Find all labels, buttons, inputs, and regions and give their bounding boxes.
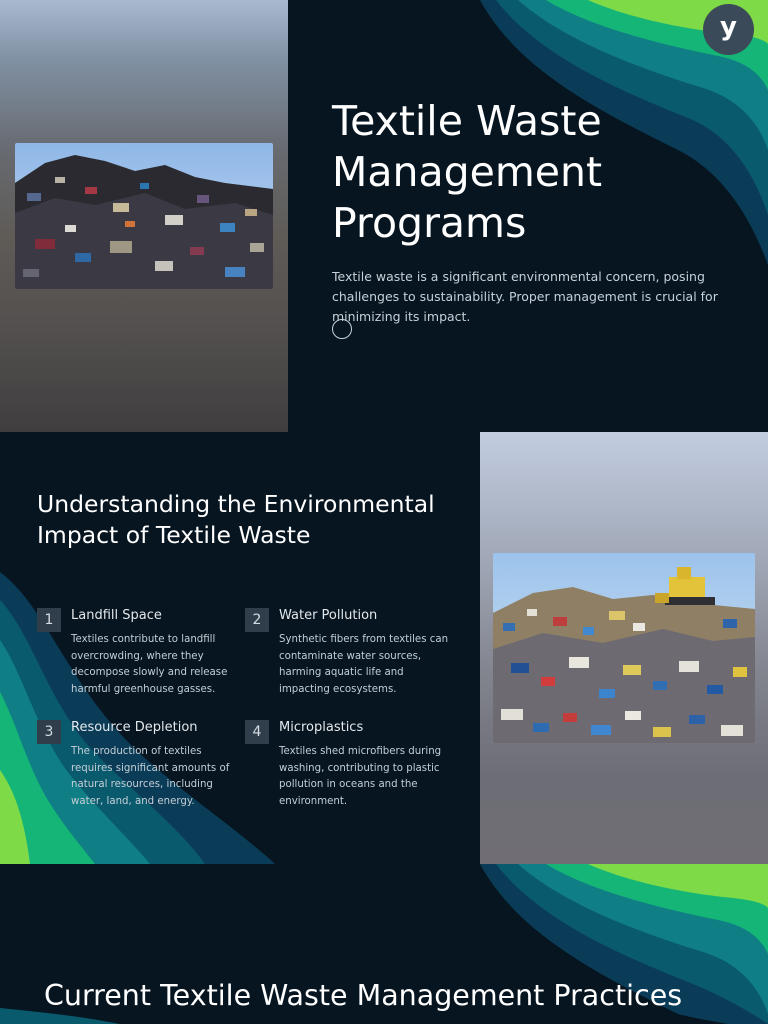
item-body: Synthetic fibers from textiles can contaminate water sources, harming aquatic life and impacting ecosystems. — [279, 634, 449, 696]
hero-slide — [0, 0, 768, 432]
item-heading: Microplastics — [279, 720, 364, 735]
item-body: Textiles shed microfibers during washing, contributing to plastic pollution in oceans and the environment. — [279, 746, 442, 808]
item-body: The production of textiles requires significant amounts of natural resources, including water, land, and energy. — [71, 746, 230, 808]
circle-outline-icon — [332, 319, 352, 339]
practices-slide — [0, 864, 768, 1024]
item-heading: Landfill Space — [71, 608, 162, 623]
textile-waste-pile-image — [15, 143, 273, 289]
item-heading: Water Pollution — [279, 608, 378, 623]
item-number: 4 — [245, 720, 269, 744]
item-heading: Resource Depletion — [71, 720, 198, 735]
item-number: 1 — [37, 608, 61, 632]
item-body: Textiles contribute to landfill overcrowding, where they decompose slowly and release harmful greenhouse gasses. — [71, 634, 228, 696]
item-number: 3 — [37, 720, 61, 744]
landfill-photo-panel — [480, 432, 768, 864]
practices-title: Current Textile Waste Management Practices — [44, 979, 683, 1012]
hero-title: Textile Waste Management Programs — [332, 97, 603, 247]
item-number: 2 — [245, 608, 269, 632]
landfill-bulldozer-image — [493, 553, 755, 743]
impact-slide — [0, 432, 768, 864]
hero-description: Textile waste is a significant environmental concern, posing challenges to sustainability. Proper management is crucial for minimizing its impact. — [332, 269, 718, 324]
hero-photo-panel — [0, 0, 288, 432]
user-avatar[interactable]: y — [703, 4, 754, 55]
impact-title: Understanding the Environmental Impact of Textile Waste — [37, 490, 435, 549]
